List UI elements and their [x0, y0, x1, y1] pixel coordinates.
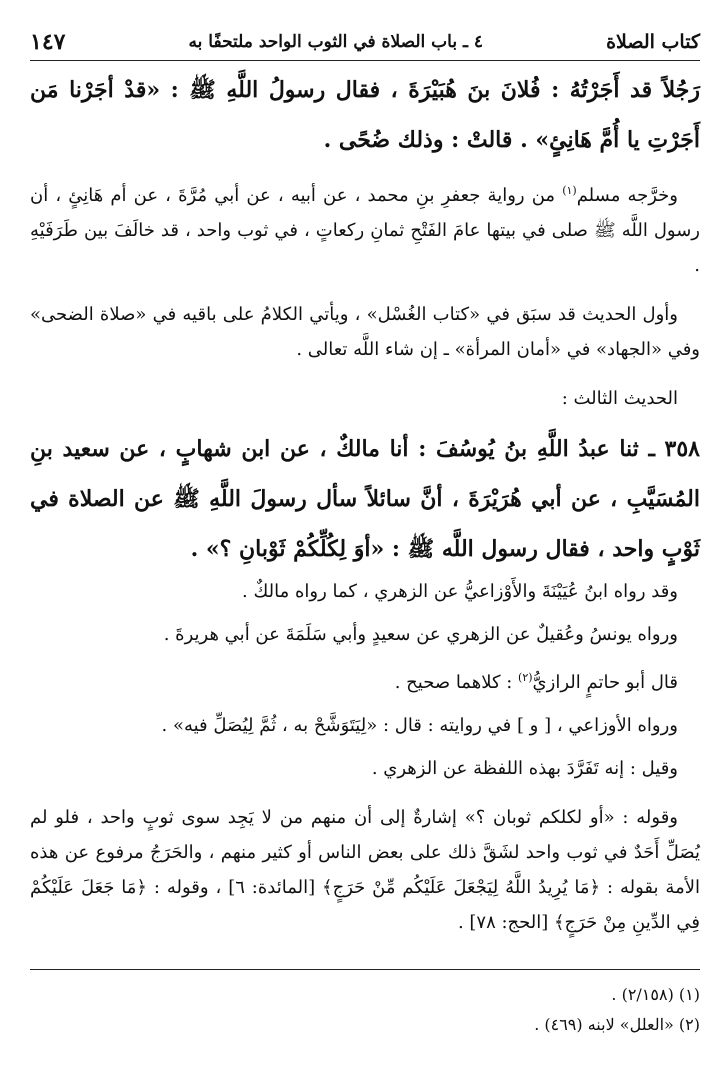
footnote-2: (٢) «العلل» لابنه (٤٦٩) .	[534, 1015, 700, 1034]
section-heading: الحديث الثالث :	[561, 388, 678, 409]
commentary-paragraph: وأول الحديث قد سبَق في «كتاب الغُسْل» ، ويأتي الكلامُ على باقيه في «صلاة الضحى» وفي «الجهاد» في «أمان المرأة» ـ إن شاء اللَّه تعالى .	[30, 304, 700, 360]
footnote-1: (١) (٢/١٥٨) .	[611, 985, 700, 1004]
hadith-358-paragraph: ٣٥٨ ـ ثنا عبدُ اللَّهِ بنُ يُوسُفَ : أنا مالكٌ ، عن ابن شهابٍ ، عن سعيد بنِ المُسَيَّبِ ، عن أبي هُرَيْرَةَ ، أنَّ سائلاً سأل رسولَ اللَّهِ ﷺ عن الصلاة في ثَوْبٍ واحد ، فقال رسول اللَّه ﷺ : «أوَ لِكُلِّكُمْ ثَوْبانِ ؟» .	[30, 436, 700, 562]
narration-ibn-uyaynah: وقد رواه ابنُ عُيَيْنَةَ والأَوْزاعيُّ عن الزهري ، كما رواه مالكٌ .	[242, 581, 678, 602]
narration-yunus: ورواه يونسُ وعُقيلٌ عن الزهري عن سعيدٍ وأبي سَلَمَةَ عن أبي هريرةَ .	[163, 624, 678, 645]
page-body	[30, 65, 700, 940]
running-header	[30, 24, 700, 61]
closing-commentary-paragraph: وقوله : «أو لكلكم ثوبان ؟» إشارةٌ إلى أن منهم من لا يَجِد سوى ثوبٍ واحد ، فلو لم يُصَلِّ أَحَدٌ في ثوب واحد لشَقَّ ذلك على بعض الناس أو كثير منهم ، والحَرَجُ مرفوع عن هذه الأمة بقوله : ﴿مَا يُرِيدُ اللَّهُ لِيَجْعَلَ عَلَيْكُم مِّنْ حَرَجٍ﴾ [المائدة: ٦] ، وقوله : ﴿مَا جَعَلَ عَلَيْكُمْ فِي الدِّينِ مِنْ حَرَجٍ﴾ [الحج: ٧٨] .	[30, 807, 700, 933]
page-number: ١٤٧	[30, 29, 66, 55]
muslim-narration-lead: وخرَّجه مسلم	[576, 185, 678, 206]
muslim-narration-paragraph	[30, 173, 700, 283]
hadith-continuation-paragraph: رَجُلاً قد أَجَرْتُهُ : فُلانَ بنَ هُبَيْرَةَ ، فقال رسولُ اللَّهِ ﷺ : «قدْ أجَرْنا مَن أَجَرْتِ يا أُمَّ هَانِئٍ» . قالتْ : وذلك ضُحًى .	[30, 77, 700, 153]
narration-awzai: ورواه الأوزاعي ، [ و ] في روايته : قال : «لِيَتَوَشَّحْ به ، ثُمَّ لِيُصَلِّ فيه» .	[161, 715, 678, 736]
book-page	[30, 24, 700, 1034]
footnote-ref-1: (١)	[562, 184, 577, 197]
narration-note: وقيل : إنه تَفَرَّدَ بهذه اللفظة عن الزهري .	[371, 758, 678, 779]
abu-hatim-statement	[30, 660, 700, 700]
abu-hatim-text: : كلاهما صحيح .	[394, 672, 519, 693]
chapter-title: ٤ ـ باب الصلاة في الثوب الواحد ملتحفًا به	[188, 32, 484, 52]
footnote-ref-2: (٢)	[518, 671, 533, 684]
muslim-narration-text: من رواية جعفرِ بنِ محمد ، عن أبيه ، عن أبي مُرَّةَ ، عن أم هَانِئٍ ، أن رسول اللَّه ﷺ صلى في بيتها عامَ الفَتْحِ ثمانِ ركعاتٍ ، في ثوب واحد ، قد خالَفَ بين طَرَفَيْهِ .	[30, 185, 700, 276]
abu-hatim-lead: قال أبو حاتمٍ الرازيُّ	[532, 672, 678, 693]
footnotes-section	[30, 969, 700, 1040]
book-title: كتاب الصلاة	[606, 31, 700, 53]
